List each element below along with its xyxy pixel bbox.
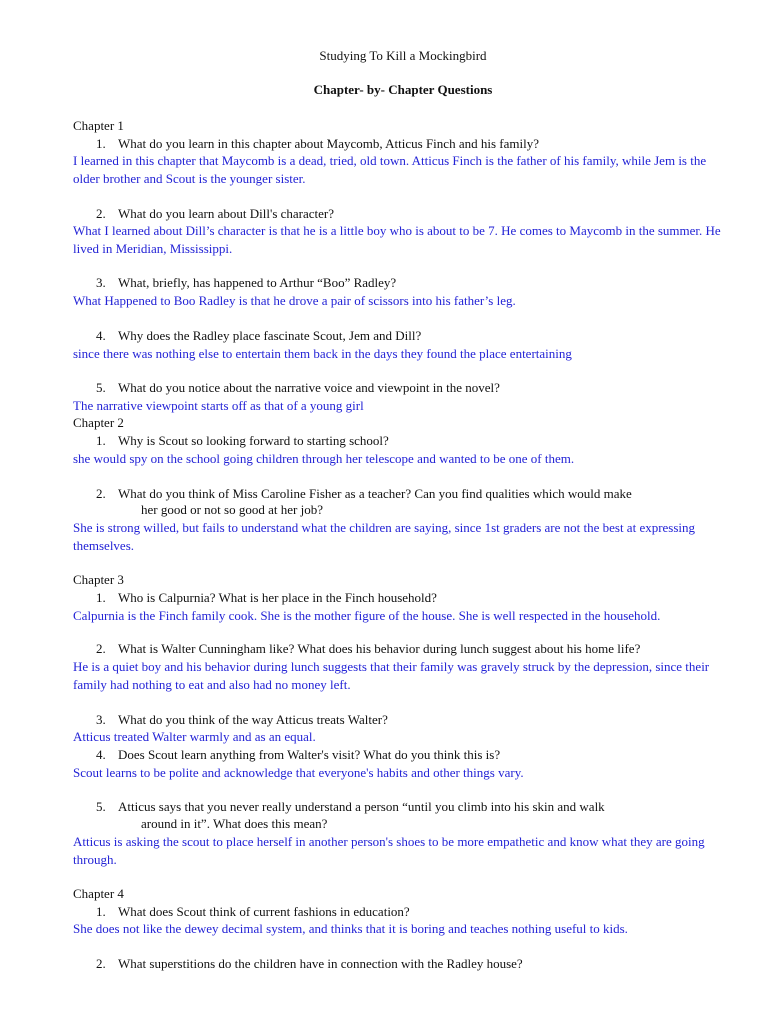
question-number: 2. [96, 956, 106, 971]
ch1-question-1 [96, 135, 539, 153]
question-number: 3. [96, 712, 106, 727]
question-text: What do you learn about Dill's character? [118, 206, 335, 221]
question-text: Why is Scout so looking forward to starting school? [118, 433, 389, 448]
ch3-answer-2: He is a quiet boy and his behavior during lunch suggests that their family was gravely struck by the depression, since their family had nothing to eat and also had no money left. [73, 659, 710, 692]
question-number: 4. [96, 747, 106, 762]
ch3-question-1 [96, 589, 437, 607]
chapter-2-heading: Chapter 2 [73, 415, 124, 430]
chapter-3-heading: Chapter 3 [73, 572, 124, 587]
question-number: 1. [96, 904, 106, 919]
ch1-question-5 [96, 379, 500, 397]
ch1-answer-2: What I learned about Dill’s character is that he is a little boy who is about to be 7. He comes to Maycomb in the summer. He lived in Meridian, Mississippi. [73, 223, 721, 256]
ch1-question-3 [96, 274, 396, 292]
question-number: 4. [96, 328, 106, 343]
ch3-question-5-continued: around in it”. What does this mean? [141, 816, 328, 831]
question-number: 1. [96, 136, 106, 151]
ch3-answer-3: Atticus treated Walter warmly and as an equal. [73, 729, 316, 744]
ch4-question-1 [96, 903, 410, 921]
ch3-question-5 [96, 798, 605, 816]
question-text: Who is Calpurnia? What is her place in the Finch household? [118, 590, 437, 605]
question-number: 2. [96, 641, 106, 656]
ch2-answer-1: she would spy on the school going children through her telescope and wanted to be one of them. [73, 451, 575, 466]
question-text: What do you learn in this chapter about Maycomb, Atticus Finch and his family? [118, 136, 539, 151]
ch2-question-1 [96, 432, 389, 450]
question-text: Atticus says that you never really understand a person “until you climb into his skin and walk [118, 799, 605, 814]
question-text: What is Walter Cunningham like? What does his behavior during lunch suggest about his home life? [118, 641, 641, 656]
ch1-answer-5: The narrative viewpoint starts off as that of a young girl [73, 398, 364, 413]
chapter-1-heading: Chapter 1 [73, 118, 124, 133]
chapter-4-heading: Chapter 4 [73, 886, 124, 901]
ch1-answer-3: What Happened to Boo Radley is that he drove a pair of scissors into his father’s leg. [73, 293, 516, 308]
question-text: What superstitions do the children have in connection with the Radley house? [118, 956, 523, 971]
question-number: 1. [96, 433, 106, 448]
ch1-question-2 [96, 205, 334, 223]
ch3-answer-1: Calpurnia is the Finch family cook. She is the mother figure of the house. She is well respected in the household. [73, 608, 661, 623]
question-number: 5. [96, 799, 106, 814]
question-text: What do you notice about the narrative voice and viewpoint in the novel? [118, 380, 500, 395]
ch2-question-2-continued: her good or not so good at her job? [141, 502, 323, 517]
question-text: Does Scout learn anything from Walter's visit? What do you think this is? [118, 747, 501, 762]
question-number: 2. [96, 206, 106, 221]
ch3-question-2 [96, 640, 640, 658]
ch1-answer-4: since there was nothing else to entertain them back in the days they found the place entertaining [73, 346, 572, 361]
ch3-question-4 [96, 746, 500, 764]
question-text: What does Scout think of current fashions in education? [118, 904, 410, 919]
ch3-answer-4: Scout learns to be polite and acknowledge that everyone's habits and other things vary. [73, 765, 524, 780]
question-text: Why does the Radley place fascinate Scout, Jem and Dill? [118, 328, 422, 343]
ch4-answer-1: She does not like the dewey decimal system, and thinks that it is boring and teaches nothing useful to kids. [73, 921, 628, 936]
question-number: 5. [96, 380, 106, 395]
ch2-answer-2: She is strong willed, but fails to understand what the children are saying, since 1st graders are not the best at expressing themselves. [73, 520, 696, 553]
document-subtitle: Chapter- by- Chapter Questions [313, 82, 493, 97]
question-number: 3. [96, 275, 106, 290]
question-number: 1. [96, 590, 106, 605]
ch4-question-2 [96, 955, 523, 973]
question-text: What do you think of Miss Caroline Fisher as a teacher? Can you find qualities which would make [118, 486, 632, 501]
ch3-question-3 [96, 711, 388, 729]
question-text: What do you think of the way Atticus treats Walter? [118, 712, 388, 727]
question-text: What, briefly, has happened to Arthur “Boo” Radley? [118, 275, 397, 290]
document-title: Studying To Kill a Mockingbird [319, 48, 487, 63]
ch1-question-4 [96, 327, 421, 345]
ch3-answer-5: Atticus is asking the scout to place herself in another person's shoes to be more empathetic and know what they are going through. [73, 834, 705, 867]
question-number: 2. [96, 486, 106, 501]
ch1-answer-1: I learned in this chapter that Maycomb is a dead, tried, old town. Atticus Finch is the father of his family, while Jem is the older brother and Scout is the younger sister. [73, 153, 707, 186]
